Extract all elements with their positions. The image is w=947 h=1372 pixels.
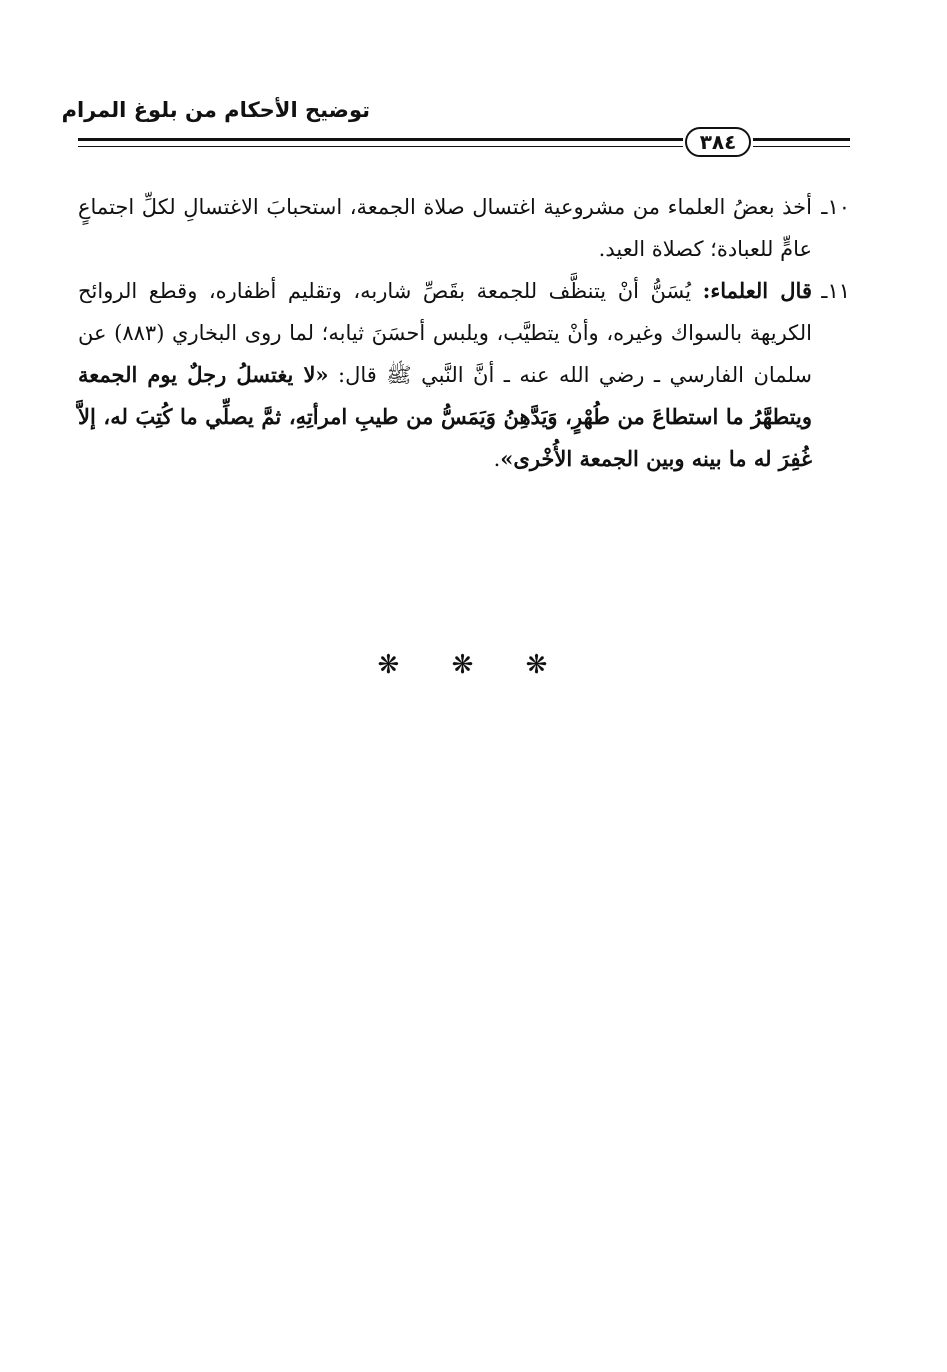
header-rule (78, 146, 683, 147)
hadith-quote: «لا يغتسلُ رجلٌ يوم الجمعة ويتطهَّرُ ما استطاعَ من طُهْرٍ، وَيَدَّهِنُ وَيَمَسُّ من طيبِ امرأتِهِ، ثمَّ يصلِّي ما كُتِبَ له، إلاَّ غُفِرَ له ما بينه وبين الجمعة الأُخْرى» (78, 362, 812, 471)
numbered-paragraph (78, 186, 850, 270)
page-number-badge (685, 127, 751, 157)
paragraph-tail: . (493, 447, 501, 471)
section-separator (0, 650, 947, 680)
separator-star: ❋ (525, 650, 570, 680)
book-title: توضيح الأحكام من بلوغ المرام (61, 98, 370, 122)
page-number: ٣٨٤ (699, 130, 737, 154)
header-rule (753, 146, 850, 147)
paragraph-number: ١٠ـ (821, 195, 850, 219)
paragraph-text: أخذ بعضُ العلماء من مشروعية اغتسال صلاة الجمعة، استحبابَ الاغتسالِ لكلِّ اجتماعٍ عامٍّ للعبادة؛ كصلاة العيد. (78, 195, 812, 261)
numbered-paragraph (78, 270, 850, 480)
paragraph-text: يُسَنُّ أنْ يتنظَّف للجمعة بقَصِّ شاربه، وتقليم أظفاره، وقطع الروائح الكريهة بالسواك وغيره، وأنْ يتطيَّب، ويلبس أحسَنَ ثيابه؛ لما روى البخاري (٨٨٣) عن سلمان الفارسي ـ رضي الله عنه ـ أنَّ النَّبي ﷺ قال: (78, 279, 812, 387)
paragraph-lead: قال العلماء: (702, 278, 812, 303)
separator-star: ❋ (451, 650, 496, 680)
separator-star: ❋ (377, 650, 422, 680)
header-rule (753, 138, 850, 141)
header-rule (78, 138, 683, 141)
body-text (78, 186, 850, 480)
paragraph-number: ١١ـ (821, 279, 850, 303)
page-header (61, 92, 850, 162)
